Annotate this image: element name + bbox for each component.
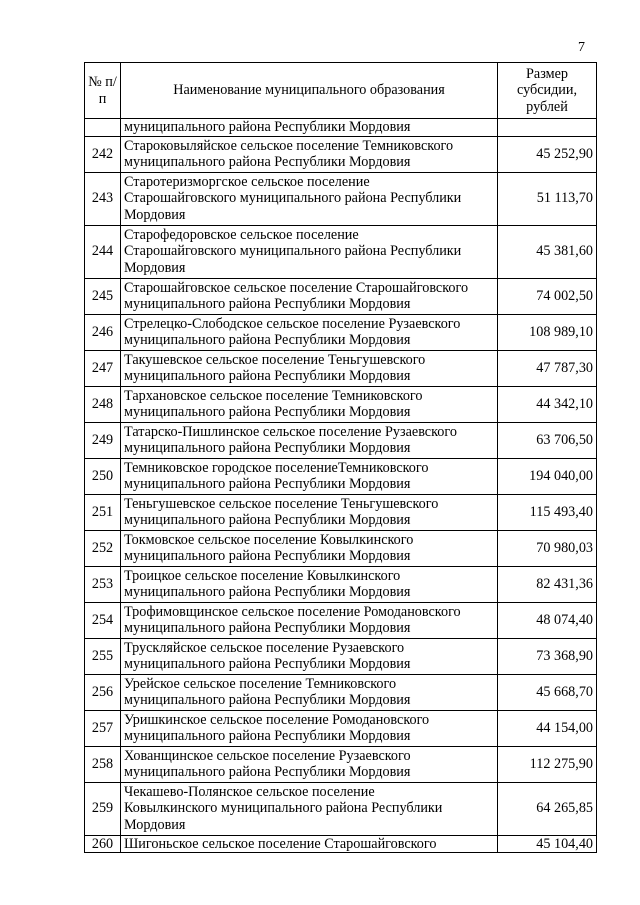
subsidy-amount: 194 040,00 (498, 458, 597, 494)
subsidy-amount: 64 265,85 (498, 782, 597, 835)
municipality-name-line: Троицкое сельское поселение Ковылкинского (124, 567, 401, 584)
municipality-name (121, 386, 498, 422)
subsidy-amount: 48 074,40 (498, 602, 597, 638)
page-number: 7 (578, 40, 585, 55)
municipality-name-line: муниципального района Республики Мордовия (124, 332, 411, 349)
table-row (85, 172, 597, 225)
municipality-name (121, 674, 498, 710)
table-row (85, 530, 597, 566)
municipality-name-line: Старошайговского муниципального района Республики (124, 243, 462, 260)
subsidy-amount: 44 154,00 (498, 710, 597, 746)
municipality-name (121, 225, 498, 278)
row-number: 255 (85, 638, 121, 674)
municipality-name-line: Татарско-Пишлинское сельское поселение Рузаевского (124, 423, 457, 440)
row-number: 256 (85, 674, 121, 710)
municipality-name (121, 746, 498, 782)
row-number: 252 (85, 530, 121, 566)
row-number: 254 (85, 602, 121, 638)
subsidy-amount: 63 706,50 (498, 422, 597, 458)
municipality-name-line: Чекашево-Полянское сельское поселение (124, 783, 375, 800)
subsidy-amount: 112 275,90 (498, 746, 597, 782)
municipality-name-line: Староковыляйское сельское поселение Темниковского (124, 137, 454, 154)
subsidy-amount: 70 980,03 (498, 530, 597, 566)
table-row (85, 835, 597, 853)
table-row (85, 422, 597, 458)
municipality-name (121, 172, 498, 225)
municipality-name-line: Мордовия (124, 259, 186, 276)
row-number: 244 (85, 225, 121, 278)
table-row (85, 494, 597, 530)
municipality-name (121, 710, 498, 746)
header-amount: Размер субсидии, рублей (498, 63, 597, 119)
municipality-name (121, 835, 498, 853)
subsidy-amount: 73 368,90 (498, 638, 597, 674)
table-row (85, 225, 597, 278)
municipality-name-line: Мордовия (124, 206, 186, 223)
municipality-name-line: Стрелецко-Слободское сельское поселение Рузаевского (124, 315, 461, 332)
municipality-name-line: Темниковское городское поселениеТемниковского (124, 459, 429, 476)
header-name: Наименование муниципального образования (121, 63, 498, 119)
table-row (85, 278, 597, 314)
subsidy-table (84, 62, 597, 853)
municipality-name-line: Токмовское сельское поселение Ковылкинского (124, 531, 414, 548)
municipality-name-line: муниципального района Республики Мордовия (124, 440, 411, 457)
row-number: 245 (85, 278, 121, 314)
municipality-name-line: Старошайговское сельское поселение Старошайговского (124, 279, 469, 296)
municipality-name-line: Уришкинское сельское поселение Ромодановского (124, 711, 430, 728)
subsidy-amount: 45 668,70 (498, 674, 597, 710)
table-row (85, 638, 597, 674)
subsidy-amount: 115 493,40 (498, 494, 597, 530)
municipality-name-line: муниципального района Республики Мордовия (124, 296, 411, 313)
table-row (85, 314, 597, 350)
municipality-name-line: Теньгушевское сельское поселение Теньгушевского (124, 495, 439, 512)
row-number: 246 (85, 314, 121, 350)
municipality-name-line: Трофимовщинское сельское поселение Ромодановского (124, 603, 461, 620)
subsidy-amount: 45 104,40 (498, 835, 597, 853)
row-number: 253 (85, 566, 121, 602)
municipality-name-line: Тархановское сельское поселение Темниковского (124, 387, 423, 404)
row-number: 259 (85, 782, 121, 835)
municipality-name-line: муниципального района Республики Мордовия (124, 620, 411, 637)
table-row (85, 782, 597, 835)
municipality-name (121, 602, 498, 638)
row-number: 242 (85, 136, 121, 172)
municipality-name (121, 494, 498, 530)
row-number: 257 (85, 710, 121, 746)
row-number: 251 (85, 494, 121, 530)
municipality-name (121, 458, 498, 494)
municipality-name-line: муниципального района Республики Мордовия (124, 584, 411, 601)
municipality-name-line: Старофедоровское сельское поселение (124, 226, 359, 243)
table-row (85, 566, 597, 602)
table-row (85, 350, 597, 386)
municipality-name-line: муниципального района Республики Мордовия (124, 692, 411, 709)
row-number: 258 (85, 746, 121, 782)
municipality-name-line: Такушевское сельское поселение Теньгушевского (124, 351, 426, 368)
row-number: 250 (85, 458, 121, 494)
table-row (85, 458, 597, 494)
municipality-name-line: муниципального района Республики Мордовия (124, 368, 411, 385)
municipality-name-line: Трускляйское сельское поселение Рузаевского (124, 639, 405, 656)
municipality-name-line: Старошайговского муниципального района Республики (124, 190, 462, 207)
header-num: № п/п (85, 63, 121, 119)
table-row (85, 136, 597, 172)
municipality-name (121, 278, 498, 314)
continuation-amount-cell (498, 119, 597, 137)
row-number: 247 (85, 350, 121, 386)
subsidy-amount: 51 113,70 (498, 172, 597, 225)
municipality-name (121, 638, 498, 674)
table-row (85, 710, 597, 746)
municipality-name-line: муниципального района Республики Мордовия (124, 728, 411, 745)
subsidy-amount: 74 002,50 (498, 278, 597, 314)
municipality-name-line: Мордовия (124, 816, 186, 833)
subsidy-amount: 108 989,10 (498, 314, 597, 350)
table-row (85, 602, 597, 638)
municipality-name-line: Хованщинское сельское поселение Рузаевского (124, 747, 411, 764)
continuation-row (85, 119, 597, 137)
row-number: 248 (85, 386, 121, 422)
subsidy-amount: 45 381,60 (498, 225, 597, 278)
table-header-row (85, 63, 597, 119)
table-row (85, 386, 597, 422)
municipality-name-line: муниципального района Республики Мордовия (124, 512, 411, 529)
row-number: 260 (85, 835, 121, 853)
table-row (85, 674, 597, 710)
municipality-name (121, 566, 498, 602)
municipality-name (121, 350, 498, 386)
municipality-name (121, 782, 498, 835)
municipality-name (121, 314, 498, 350)
municipality-name-line: Шигоньское сельское поселение Старошайговского (124, 835, 437, 852)
continuation-num-cell (85, 119, 121, 137)
municipality-name (121, 530, 498, 566)
municipality-name-line: муниципального района Республики Мордовия (124, 404, 411, 421)
subsidy-amount: 47 787,30 (498, 350, 597, 386)
row-number: 249 (85, 422, 121, 458)
municipality-name-line: муниципального района Республики Мордовия (124, 548, 411, 565)
municipality-name-line: муниципального района Республики Мордовия (124, 476, 411, 493)
municipality-name-line: муниципального района Республики Мордовия (124, 764, 411, 781)
subsidy-amount: 82 431,36 (498, 566, 597, 602)
municipality-name (121, 136, 498, 172)
municipality-name-line: Старотеризморгское сельское поселение (124, 173, 370, 190)
subsidy-amount: 44 342,10 (498, 386, 597, 422)
municipality-name-line: Ковылкинского муниципального района Республики (124, 800, 443, 817)
municipality-name-line: муниципального района Республики Мордовия (124, 154, 411, 171)
row-number: 243 (85, 172, 121, 225)
municipality-name-line: Урейское сельское поселение Темниковского (124, 675, 397, 692)
municipality-name (121, 422, 498, 458)
table-row (85, 746, 597, 782)
subsidy-amount: 45 252,90 (498, 136, 597, 172)
municipality-name-line: муниципального района Республики Мордовия (124, 656, 411, 673)
continuation-name-cell: муниципального района Республики Мордовия (121, 119, 498, 137)
